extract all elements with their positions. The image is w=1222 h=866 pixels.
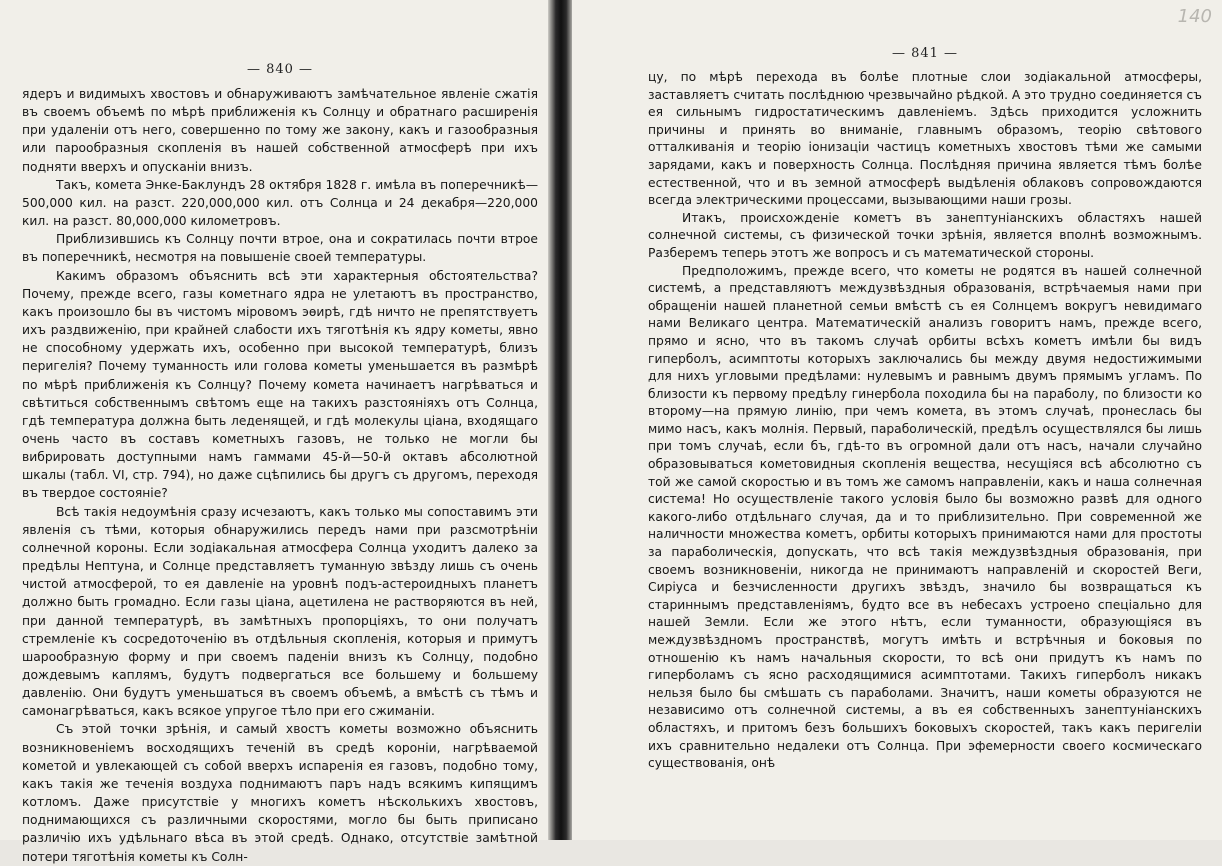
pencil-annotation: 140 <box>1177 6 1212 27</box>
paragraph: Всѣ такія недоумѣнія сразу исчезаютъ, какъ только мы сопоставимъ эти явленія съ тѣми, которыя обнаружились передъ нами при разсмотрѣніи солнечной короны. Если зодіакальная атмосфера Солнца уходитъ далеко за предѣлы Нептуна, и Солнце представляетъ туманную звѣзду лишь съ очень чистой атмосферой, то ея давленіе на уровнѣ подъ-астероидныхъ планетъ должно быть громадно. Если газы ціана, ацетилена не растворяются въ ней, при данной температурѣ, въ замѣтныхъ пропорціяхъ, то они получатъ стремленіе къ сосредоточенію въ отдѣльныя скопленія, которыя и примутъ шарообразную форму и при своемъ паденіи внизъ къ Солнцу, подобно дождевымъ каплямъ, будутъ подвергаться все большему и большему давленію. Они будутъ уменьшаться въ своемъ объемѣ, а вмѣстѣ съ тѣмъ и самонагрѣваться, какъ всякое упругое тѣло при его сжиманіи. <box>22 504 538 719</box>
paragraph: Такъ, комета Энке-Баклундъ 28 октября 1828 г. имѣла въ поперечникѣ—500,000 кил. на разст. 220,000,000 кил. отъ Солнца и 24 декабря—220,000 кил. на разст. 80,000,000 километровъ. <box>22 177 538 229</box>
left-page-text <box>22 85 538 866</box>
paragraph: Итакъ, происхожденіе кометъ въ занептуніанскихъ областяхъ нашей солнечной системы, съ физической точки зрѣнія, является вполнѣ возможнымъ. Разберемъ теперь этотъ же вопросъ и съ математической стороны. <box>648 210 1202 260</box>
paragraph: цу, по мѣрѣ перехода въ болѣе плотные слои зодіакальной атмосферы, заставляетъ считать послѣднюю чрезвычайно рѣдкой. А это трудно соединяется съ ея сильнымъ гидростатическимъ давленіемъ. Здѣсь приходится усложнить причины и принять во вниманіе, главнымъ образомъ, теорію свѣтового отталкиванія и теорію іонизаціи частицъ кометныхъ хвостовъ тѣми же самыми зарядами, какъ и поверхность Солнца. Послѣдняя причина является тѣмъ болѣе естественной, что и въ земной атмосферѣ выдѣленія облаковъ сопровождаются всегда электрическими процессами, вызывающими наши грозы. <box>648 70 1202 208</box>
right-page-number: — 841 — <box>891 46 959 61</box>
paragraph: Съ этой точки зрѣнія, и самый хвостъ кометы возможно объяснить возникновеніемъ восходящихъ теченій въ средѣ короніи, нагрѣваемой кометой и увлекающей съ собой вверхъ испаренія ея газовъ, подобно тому, какъ такія же теченія воздуха поднимаютъ паръ надъ всякимъ кипящимъ котломъ. Даже присутствіе у многихъ кометъ нѣсколькихъ хвостовъ, поднимающихся съ различными скоростями, могло бы быть приписано различію ихъ удѣльнаго вѣса въ этой средѣ. Однако, отсутствіе замѣтной потери тяготѣнія кометы къ Солн- <box>22 722 538 864</box>
left-page-number: — 840 — <box>246 62 314 77</box>
paragraph: ядеръ и видимыхъ хвостовъ и обнаруживаютъ замѣчательное явленіе сжатія въ своемъ объемѣ по мѣрѣ приближенія къ Солнцу и обратнаго расширенія при удаленіи отъ него, совершенно по тому же закону, какъ и газообразныя или парообразныя скопленія въ нашей собственной атмосферѣ при ихъ подняти вверхъ и опусканіи внизъ. <box>22 87 538 174</box>
paragraph: Приблизившись къ Солнцу почти втрое, она и сократилась почти втрое въ поперечникѣ, несмотря на повышеніе своей температуры. <box>22 232 538 265</box>
book-gutter <box>548 0 574 840</box>
right-page <box>572 0 1222 840</box>
paragraph: Какимъ образомъ объяснить всѣ эти характерныя обстоятельства? Почему, прежде всего, газы кометнаго ядра не улетаютъ въ пространство, какъ произошло бы въ чистомъ міровомъ эѳирѣ, гдѣ ничто не препятствуетъ ихъ раздвиженію, при крайней слабости ихъ тяготѣнія къ ядру кометы, явно не способному удержать ихъ, особенно при высокой температурѣ, близъ перигелія? Почему туманность или голова кометы уменьшается въ размѣрѣ по мѣрѣ приближенія къ Солнцу? Почему комета начинаетъ нагрѣваться и свѣтиться собственнымъ свѣтомъ еще на такихъ разстояніяхъ отъ Солнца, гдѣ температура должна быть леденящей, и гдѣ молекулы ціана, входящаго очень часто въ составъ кометныхъ газовъ, не только не могли бы вибрировать доступными намъ гаммами 45-й—50-й октавъ абсолютной шкалы (табл. VI, стр. 794), но даже сцѣпились бы другъ съ другомъ, переходя въ твердое состояніе? <box>22 268 538 501</box>
right-page-text <box>648 69 1202 773</box>
paragraph: Предположимъ, прежде всего, что кометы не родятся въ нашей солнечной системѣ, а представляютъ междузвѣздныя образованія, встрѣчаемыя нами при обращеніи нашей планетной семьи вмѣстѣ съ ея Солнцемъ вокругъ невидимаго нами Великаго центра. Математическій анализъ говоритъ намъ, прежде всего, прямо и ясно, что въ такомъ случаѣ орбиты всѣхъ кометъ имѣли бы видъ гиперболъ, асимптоты которыхъ заключались бы между двумя недостижимыми для нихъ угловыми предѣлами: нулевымъ и равнымъ двумъ прямымъ угламъ. По близости къ первому предѣлу гинербола походила бы на параболу, по близости ко второму—на прямую линію, при чемъ комета, въ этомъ случаѣ, пронеслась бы мимо насъ, какъ молнія. Первый, параболическій, предѣлъ осуществлялся бы лишь при томъ случаѣ, если бъ, гдѣ-то въ огромной дали отъ насъ, начали случайно образовываться кометовидныя скопленія вещества, несущіяся всѣ абсолютно съ той же самой скоростью и въ томъ же самомъ направленіи, какъ и наша солнечная система! Но осуществленіе такого условія было бы возможно развѣ для одного какого-либо отдѣльнаго случая, да и то приблизительно. При современной же наличности множества кометъ, орбиты которыхъ принимаются нами для простоты за параболическія, допускать, что всѣ такія междузвѣздныя образованія, при своемъ возникновеніи, никогда не принимаютъ направленій и скоростей Веги, Сиріуса и безчисленности другихъ звѣздъ, значило бы возвращаться къ стариннымъ представленіямъ, будто все въ небесахъ устроено спеціально для нашей Земли. Если же этого нѣтъ, если туманности, образующіяся въ междузвѣздномъ пространствѣ, могутъ имѣть и встрѣчныя и боковыя по отношенію къ намъ начальныя скорости, то всѣ они придутъ къ намъ по гиперболамъ съ ясно расходящимися асимптотами. Такихъ гиперболъ никакъ нельзя было бы смѣшать съ параболами. Значитъ, наши кометы образуются не независимо отъ солнечной системы, а въ ея собственныхъ занептуніанскихъ областяхъ, и притомъ безъ большихъ боковыхъ скоростей, такъ какъ перигеліи ихъ сравнительно недалеки отъ Солнца. При эфемерности своего космическаго существованія, онѣ <box>648 263 1202 771</box>
left-page <box>0 0 552 864</box>
